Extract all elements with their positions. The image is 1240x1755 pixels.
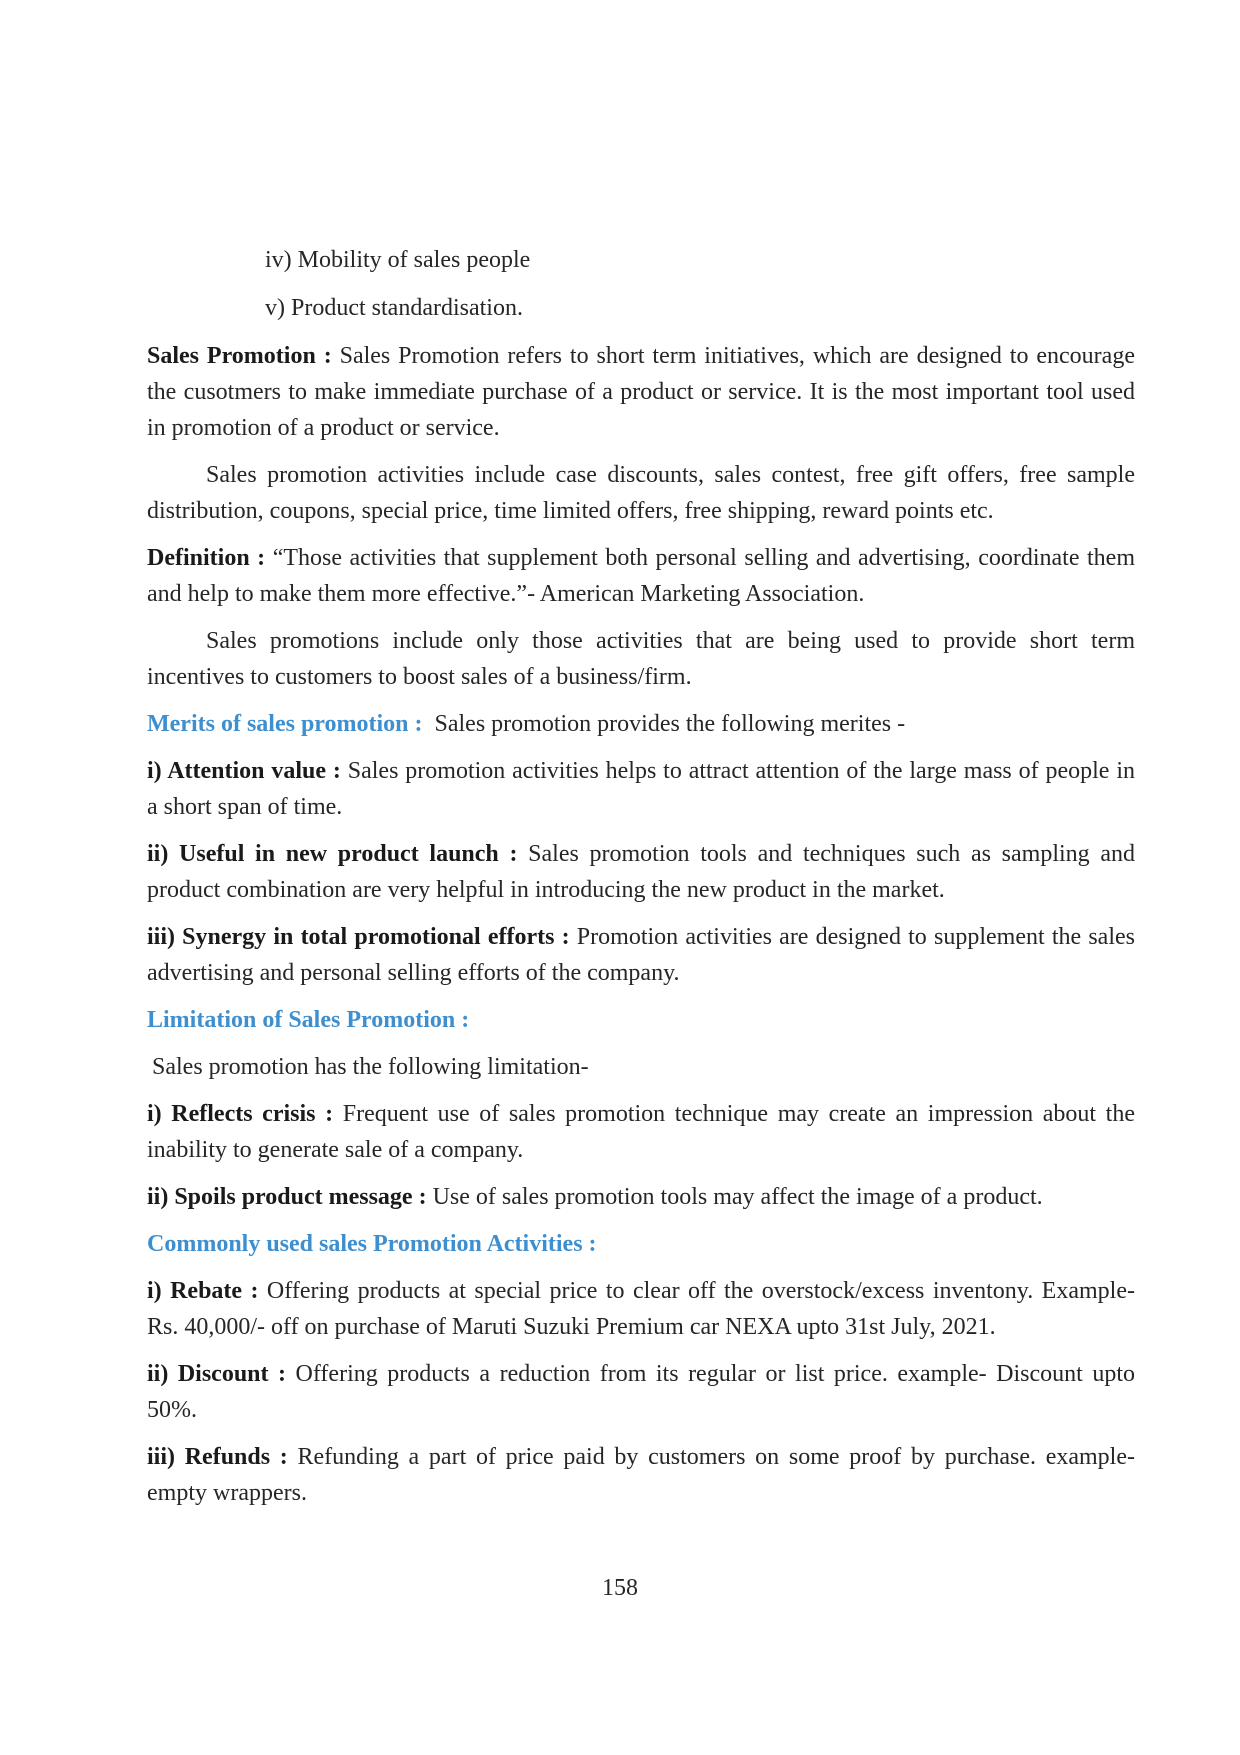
limitation-term: ii) Spoils product message : (147, 1184, 427, 1210)
activity-item (147, 1356, 1135, 1428)
merit-text: Sales promotion tools and techniques such as sampling and product combination are very helpful in introducing the new product in the market. (147, 841, 1136, 903)
activities-paragraph: Sales promotion activities include case discounts, sales contest, free gift offers, free sample distribution, coupons, special price, time limited offers, free shipping, reward points etc. (147, 462, 1135, 524)
merit-text: Promotion activities are designed to supplement the sales advertising and personal selling efforts of the company. (147, 924, 1135, 986)
activity-item (147, 1273, 1135, 1345)
page-content (147, 242, 1135, 1522)
merit-item (147, 753, 1135, 825)
limitation-intro: Sales promotion has the following limitation- (152, 1054, 589, 1080)
merit-term: ii) Useful in new product launch : (147, 841, 518, 867)
activity-text: Offering products a reduction from its regular or list price. example- Discount upto 50%. (147, 1361, 1135, 1423)
definition-term: Definition : (147, 545, 266, 571)
merit-text: Sales promotion activities helps to attract attention of the large mass of people in a short span of time. (147, 758, 1135, 820)
activity-text: Offering products at special price to clear off the overstock/excess inventony. Example- Rs. 40,000/- off on purchase of Maruti Suzuki Premium car NEXA upto 31st July, 2021. (147, 1278, 1135, 1340)
definition-text: “Those activities that supplement both personal selling and advertising, coordinate them and help to make them more effective.”- American Marketing Association. (147, 545, 1135, 607)
activity-item (147, 1439, 1135, 1511)
limitation-item (147, 1179, 1135, 1215)
merit-item (147, 919, 1135, 991)
merits-intro: Sales promotion provides the following merites - (422, 711, 906, 737)
list-item-mobility: iv) Mobility of sales people (265, 247, 531, 273)
short-term-paragraph: Sales promotions include only those activities that are being used to provide short term incentives to customers to boost sales of a business/firm. (147, 628, 1135, 690)
definition-paragraph (147, 540, 1135, 612)
page-number: 158 (602, 1575, 638, 1601)
limitation-text: Use of sales promotion tools may affect the image of a product. (426, 1184, 1043, 1210)
merits-heading: Merits of sales promotion : (147, 711, 423, 737)
sales-promotion-text: Sales Promotion refers to short term initiatives, which are designed to encourage the cusotmers to make immediate purchase of a product or service. It is the most important tool used in promotion of a product or service. (147, 343, 1135, 441)
limitation-heading: Limitation of Sales Promotion : (147, 1007, 470, 1033)
sales-promotion-term: Sales Promotion : (147, 343, 332, 369)
merit-term: i) Attention value : (147, 758, 341, 784)
activity-text: Refunding a part of price paid by customers on some proof by purchase. example- empty wrappers. (147, 1444, 1135, 1506)
sales-promotion-paragraph (147, 338, 1135, 446)
list-item-standardisation: v) Product standardisation. (265, 295, 523, 321)
limitation-item (147, 1096, 1135, 1168)
merit-item (147, 836, 1135, 908)
merit-term: iii) Synergy in total promotional efforts : (147, 924, 570, 950)
activity-term: iii) Refunds : (147, 1444, 288, 1470)
limitation-term: i) Reflects crisis : (147, 1101, 334, 1127)
merits-heading-line (147, 706, 1135, 742)
activity-term: i) Rebate : (147, 1278, 259, 1304)
limitation-text: Frequent use of sales promotion technique may create an impression about the inability to generate sale of a company. (147, 1101, 1135, 1163)
activities-heading: Commonly used sales Promotion Activities : (147, 1231, 597, 1257)
activity-term: ii) Discount : (147, 1361, 287, 1387)
